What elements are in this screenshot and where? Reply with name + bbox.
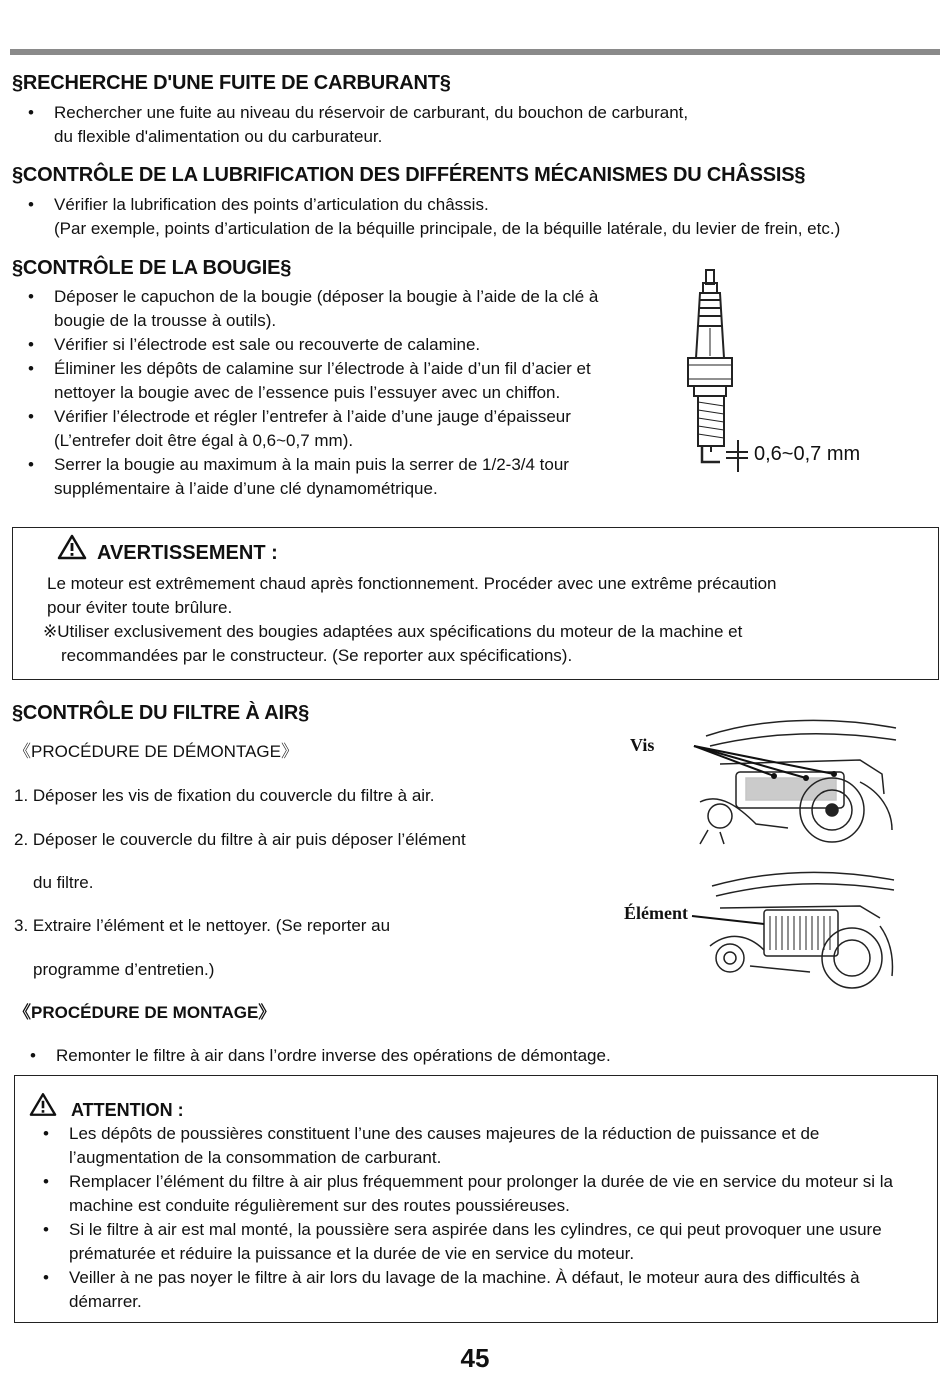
list-item: • Vérifier l’électrode et régler l’entrefer à l’aide d’une jauge d’épaisseur (L’entrefer doit être égal à 0,6~0,7 mm). (12, 405, 632, 453)
removal-step-3: 3. Extraire l’élément et le nettoyer. (Se reporter au (14, 916, 391, 935)
caution-triangle-icon (29, 1092, 57, 1117)
list-item: • Vérifier si l’électrode est sale ou recouverte de calamine. (12, 333, 632, 357)
attention-list (27, 1122, 907, 1314)
list-item: • Veiller à ne pas noyer le filtre à air lors du lavage de la machine. À défaut, le moteur aura des difficultés à démarrer. (27, 1266, 907, 1314)
scooter-screws-illustration (660, 712, 900, 846)
attention-title: ATTENTION : (71, 1100, 184, 1120)
fuel-leak-list (12, 101, 692, 149)
section-title-lubrication: §CONTRÔLE DE LA LUBRIFICATION DES DIFFÉRENTS MÉCANISMES DU CHÂSSIS§ (12, 164, 806, 186)
scooter-element-illustration (690, 866, 896, 996)
gap-spec-label: 0,6~0,7 mm (754, 443, 861, 465)
list-item: • Remplacer l’élément du filtre à air plus fréquemment pour prolonger la durée de vie en service du moteur si la machine est conduite régulièrement sur des routes poussiéreuses. (27, 1170, 907, 1218)
spark-plug-list (12, 285, 632, 501)
list-item: • Rechercher une fuite au niveau du réservoir de carburant, du bouchon de carburant, du flexible d'alimentation ou du carburateur. (12, 101, 692, 149)
warning-line-1: Le moteur est extrêmement chaud après fonctionnement. Procéder avec une extrême précaution (47, 574, 777, 593)
lubrication-line-2: (Par exemple, points d’articulation de la béquille principale, de la béquille latérale, du levier de frein, etc.) (54, 219, 841, 238)
section-title-fuel-leak: §RECHERCHE D'UNE FUITE DE CARBURANT§ (12, 72, 451, 94)
attention-box (14, 1075, 938, 1323)
removal-step-2-cont: du filtre. (33, 873, 94, 892)
removal-procedure-heading: 《PROCÉDURE DE DÉMONTAGE》 (14, 742, 298, 761)
list-item: • Les dépôts de poussières constituent l’une des causes majeures de la réduction de puissance et de l’augmentation de la consommation de carburant. (27, 1122, 907, 1170)
figure-label-element: Élément (624, 903, 688, 923)
list-item: • Si le filtre à air est mal monté, la poussière sera aspirée dans les cylindres, ce qui peut provoquer une usure prématurée et réduire la puissance et la durée de vie en service du moteur. (27, 1218, 907, 1266)
warning-title: AVERTISSEMENT : (97, 542, 278, 564)
top-rule (10, 49, 940, 55)
section-title-spark-plug: §CONTRÔLE DE LA BOUGIE§ (12, 257, 292, 279)
removal-step-2: 2. Déposer le couvercle du filtre à air puis déposer l’élément (14, 830, 466, 849)
figure-label-screws: Vis (630, 735, 655, 755)
list-item (12, 193, 942, 241)
spark-plug-illustration (676, 266, 760, 478)
list-item: • Éliminer les dépôts de calamine sur l’électrode à l’aide d’un fil d’acier et nettoyer la bougie avec de l’essence puis l’essuyer avec un chiffon. (12, 357, 632, 405)
removal-step-1: 1. Déposer les vis de fixation du couvercle du filtre à air. (14, 786, 435, 805)
warning-line-2: pour éviter toute brûlure. (47, 598, 233, 617)
warning-triangle-icon (57, 534, 87, 560)
warning-box (12, 527, 939, 680)
warning-line-3: ※Utiliser exclusivement des bougies adaptées aux spécifications du moteur de la machine et (43, 622, 743, 641)
page-number: 45 (460, 1343, 490, 1373)
warning-line-4: recommandées par le constructeur. (Se reporter aux spécifications). (61, 646, 573, 665)
lubrication-list (12, 193, 942, 241)
removal-step-3-cont: programme d’entretien.) (33, 960, 215, 979)
lubrication-line-1: Vérifier la lubrification des points d’articulation du châssis. (54, 195, 489, 214)
list-item: • Serrer la bougie au maximum à la main puis la serrer de 1/2-3/4 tour supplémentaire à l’aide d’une clé dynamométrique. (12, 453, 632, 501)
list-item: • Déposer le capuchon de la bougie (déposer la bougie à l’aide de la clé à bougie de la trousse à outils). (12, 285, 632, 333)
mount-procedure-heading: 《PROCÉDURE DE MONTAGE》 (14, 1003, 276, 1022)
section-title-air-filter: §CONTRÔLE DU FILTRE À AIR§ (12, 702, 310, 724)
mount-list (14, 1044, 914, 1068)
list-item: • Remonter le filtre à air dans l’ordre inverse des opérations de démontage. (14, 1044, 914, 1068)
